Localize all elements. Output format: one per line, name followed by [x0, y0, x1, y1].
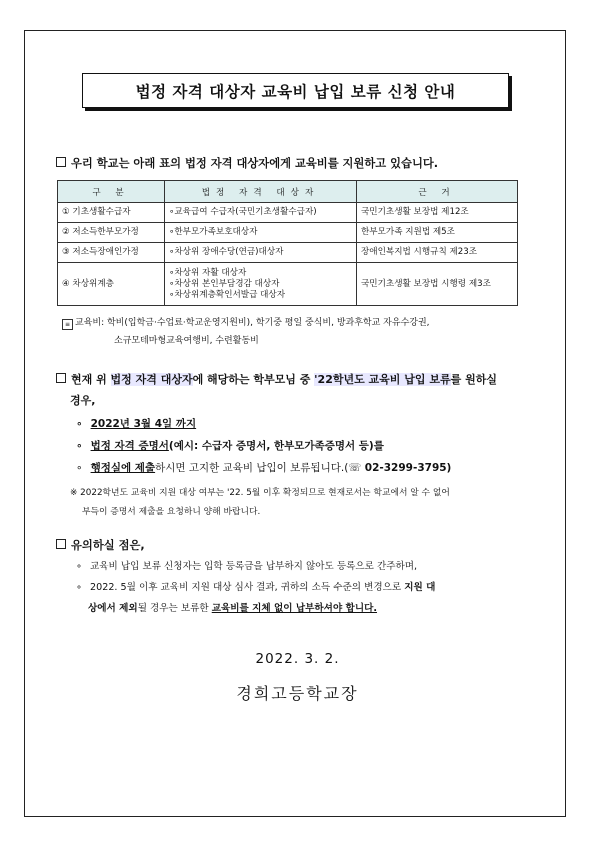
table-cell-targets: [165, 263, 357, 306]
table-cell-targets: ∘차상위 장애수당(연금)대상자: [165, 243, 357, 263]
deadline-item: ∘ 2022년 3월 4일 까지: [76, 418, 197, 430]
document-title: 법정 자격 대상자 교육비 납입 보류 신청 안내: [82, 73, 509, 108]
table-row: [58, 223, 518, 243]
target-line: ∘차상위 자활 대상자: [169, 267, 247, 278]
education-cost-note: ≡ 교육비: 학비(입학금·수업료·학교운영지원비), 학기중 평일 중식비, 방과후학교 자유수강권, 소규모테마형교육여행비, 수련활동비: [62, 314, 430, 350]
certificate-item: ∘ 법정 자격 증명서(예시: 수급자 증명서, 한부모가족증명서 등)를: [76, 440, 384, 452]
table-header-category: 구 분: [58, 181, 165, 203]
table-cell-basis: 국민기초생활 보장법 제12조: [357, 203, 518, 223]
target-line: ∘차상위계층확인서발급 대상자: [169, 289, 286, 300]
checkbox-square-icon: [56, 539, 66, 549]
section1-heading: 우리 학교는 아래 표의 법정 자격 대상자에게 교육비를 지원하고 있습니다.: [56, 155, 438, 173]
table-cell-category: ① 기초생활수급자: [58, 203, 165, 223]
caution-list: [76, 556, 546, 619]
table-header-row: [58, 181, 518, 203]
caution-item: ∘ 2022. 5월 이후 교육비 지원 대상 심사 결과, 귀하의 소득 수준의 변경으로 지원 대: [76, 582, 436, 593]
table-row: [58, 263, 518, 306]
target-line: ∘차상위 본인부담경감 대상자: [169, 278, 280, 289]
section2-heading: 현재 위 법정 자격 대상자에 해당하는 학부모님 중 '22학년도 교육비 납입 보류를 원하실: [56, 370, 546, 390]
table-cell-category: ③ 저소득장애인가정: [58, 243, 165, 263]
table-header-targets: 법정 자격 대상자: [165, 181, 357, 203]
table-row: [58, 203, 518, 223]
submit-item: ∘ 행정실에 제출하시면 고지한 교육비 납입이 보류됩니다.(☏ 02-3299-3795): [76, 462, 452, 474]
checkbox-square-icon: [56, 373, 66, 383]
table-cell-basis: 국민기초생활 보장법 시행령 제3조: [357, 263, 518, 306]
table-cell-targets: ∘한부모가족보호대상자: [165, 223, 357, 243]
note-memo-icon: ≡: [62, 319, 73, 330]
section3-heading: 유의하실 점은,: [56, 537, 145, 555]
section2-heading-cont: 경우,: [70, 394, 96, 407]
section2-note: ※ 2022학년도 교육비 지원 대상 여부는 '22. 5월 이후 확정되므로 현재로서는 학교에서 알 수 없어 부득이 증명서 제출을 요청하니 양해 바랍니다.: [70, 488, 450, 517]
eligibility-table: [57, 180, 518, 306]
document-date: 2022. 3. 2.: [255, 651, 340, 667]
caution-item: ∘ 교육비 납입 보류 신청자는 입학 등록금을 납부하지 않아도 등록으로 간주하며,: [76, 561, 418, 572]
caution-item-cont: 상에서 제외될 경우는 보류한 교육비를 지체 없이 납부하셔야 합니다.: [88, 603, 378, 614]
table-cell-basis: 장애인복지법 시행규칙 제23조: [357, 243, 518, 263]
checkbox-square-icon: [56, 157, 66, 167]
table-cell-category: ② 저소득한부모가정: [58, 223, 165, 243]
principal-signature: 경희고등학교장: [236, 684, 359, 703]
table-cell-targets: ∘교육급여 수급자(국민기초생활수급자): [165, 203, 357, 223]
table-cell-basis: 한부모가족 지원법 제5조: [357, 223, 518, 243]
table-cell-category: ④ 차상위계층: [58, 263, 165, 306]
table-header-basis: 근 거: [357, 181, 518, 203]
table-row: [58, 243, 518, 263]
